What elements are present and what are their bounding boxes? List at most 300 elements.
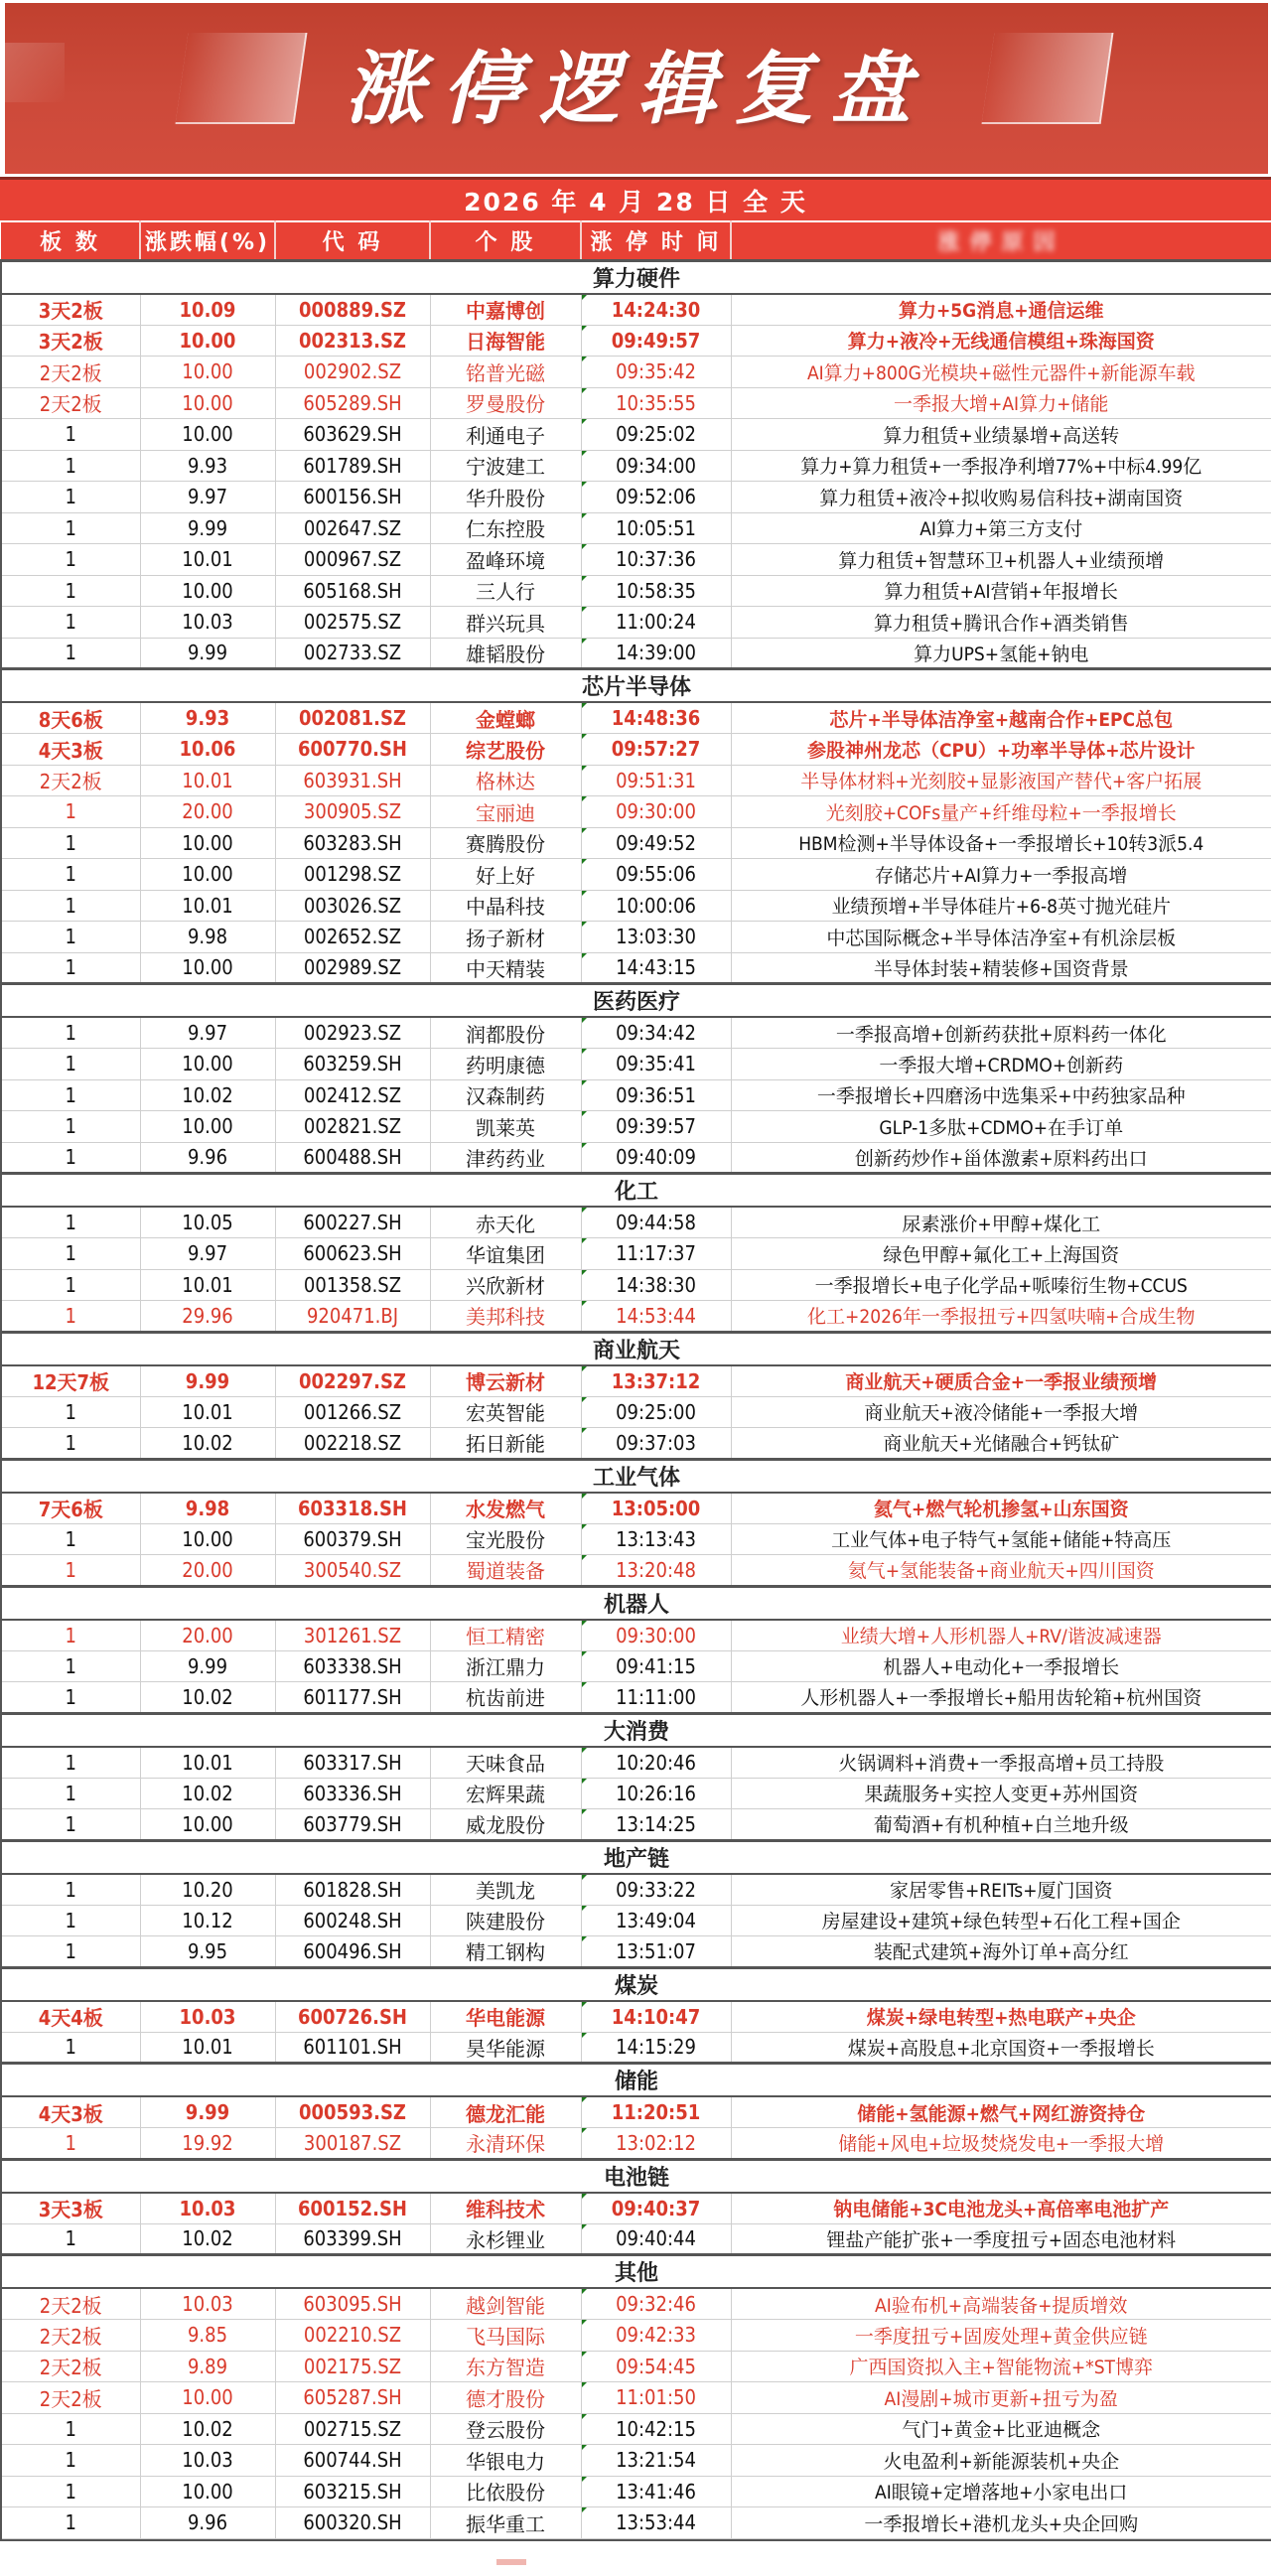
change-pct-cell: 9.96	[140, 1142, 275, 1174]
stock-code-cell: 002821.SZ	[275, 1111, 430, 1143]
board-count-cell: 2天2板	[1, 2351, 140, 2382]
table-row[interactable]	[1, 1049, 1271, 1080]
table-row[interactable]	[1, 734, 1271, 766]
limit-up-time-cell: 09:52:06	[581, 482, 731, 513]
limit-up-time-cell: 09:49:52	[581, 827, 731, 859]
change-pct-cell: 10.00	[140, 1809, 275, 1841]
board-count-cell: 1	[1, 482, 140, 513]
stock-name-cell: 博云新材	[430, 1365, 581, 1397]
table-row[interactable]	[1, 922, 1271, 953]
board-count-cell: 1	[1, 1142, 140, 1174]
change-pct-cell: 10.00	[140, 419, 275, 451]
change-pct-cell: 10.01	[140, 544, 275, 576]
reason-cell: 储能+氢能源+燃气+网红游资持仓	[731, 2096, 1271, 2128]
table-row[interactable]	[1, 1778, 1271, 1809]
reason-cell: 一季度扭亏+固废处理+黄金供应链	[731, 2320, 1271, 2352]
reason-cell: 算力+5G消息+通信运维	[731, 294, 1271, 326]
change-pct-cell: 10.05	[140, 1207, 275, 1238]
change-pct-cell: 10.02	[140, 1778, 275, 1809]
table-row[interactable]	[1, 512, 1271, 544]
board-count-cell: 1	[1, 419, 140, 451]
section-header-row	[1, 669, 1271, 703]
blurred-header-label: 涨停原因	[937, 229, 1065, 255]
limit-up-time-cell: 13:41:46	[581, 2476, 731, 2507]
board-count-cell: 1	[1, 544, 140, 576]
table-row[interactable]	[1, 796, 1271, 828]
table-row[interactable]	[1, 544, 1271, 576]
stock-name-cell: 兴欣新材	[430, 1269, 581, 1301]
table-row[interactable]	[1, 2351, 1271, 2382]
stock-name-cell: 综艺股份	[430, 734, 581, 766]
limit-up-table	[0, 220, 1271, 2539]
change-pct-cell: 9.93	[140, 450, 275, 482]
reason-cell: 光刻胶+COFs量产+纤维母粒+一季报增长	[731, 796, 1271, 828]
section-title: 算力硬件	[1, 260, 1271, 294]
stock-name-cell: 凯莱英	[430, 1111, 581, 1143]
stock-code-cell: 603215.SH	[275, 2476, 430, 2507]
stock-name-cell: 德龙汇能	[430, 2096, 581, 2128]
table-row[interactable]	[1, 1682, 1271, 1714]
stock-name-cell: 昊华能源	[430, 2032, 581, 2064]
stock-code-cell: 603779.SH	[275, 1809, 430, 1841]
stock-name-cell: 恒工精密	[430, 1620, 581, 1651]
stock-name-cell: 宁波建工	[430, 450, 581, 482]
limit-up-time-cell: 09:34:00	[581, 450, 731, 482]
reason-cell: 算力租赁+业绩暴增+高送转	[731, 419, 1271, 451]
board-count-cell: 1	[1, 1049, 140, 1080]
table-row[interactable]	[1, 357, 1271, 388]
stock-code-cell: 002297.SZ	[275, 1365, 430, 1397]
reason-cell: AI算力+第三方支付	[731, 512, 1271, 544]
stock-name-cell: 宝光股份	[430, 1523, 581, 1555]
stock-name-cell: 德才股份	[430, 2382, 581, 2414]
change-pct-cell: 9.93	[140, 702, 275, 734]
table-row[interactable]	[1, 2032, 1271, 2064]
stock-name-cell: 宝丽迪	[430, 796, 581, 828]
reason-cell: 气门+黄金+比亚迪概念	[731, 2413, 1271, 2445]
table-row[interactable]	[1, 1396, 1271, 1428]
table-row[interactable]	[1, 1301, 1271, 1333]
stock-code-cell: 605287.SH	[275, 2382, 430, 2414]
table-row[interactable]	[1, 1650, 1271, 1682]
board-count-cell: 1	[1, 1650, 140, 1682]
board-count-cell: 1	[1, 2445, 140, 2477]
limit-up-time-cell: 09:39:57	[581, 1111, 731, 1143]
stock-code-cell: 002412.SZ	[275, 1079, 430, 1111]
stock-name-cell: 威龙股份	[430, 1809, 581, 1841]
change-pct-cell: 10.00	[140, 325, 275, 357]
limit-up-time-cell: 10:58:35	[581, 575, 731, 607]
limit-up-time-cell: 09:51:31	[581, 765, 731, 796]
stock-name-cell: 仁东控股	[430, 512, 581, 544]
limit-up-time-cell: 09:42:33	[581, 2320, 731, 2352]
reason-cell: 算力+液冷+无线通信模组+珠海国资	[731, 325, 1271, 357]
reason-cell: 火锅调料+消费+一季报高增+员工持股	[731, 1747, 1271, 1779]
section-title: 其他	[1, 2255, 1271, 2289]
reason-cell: 锂盐产能扩张+一季度扭亏+固态电池材料	[731, 2223, 1271, 2255]
change-pct-cell: 9.98	[140, 922, 275, 953]
board-count-cell: 8天6板	[1, 702, 140, 734]
table-row[interactable]	[1, 1874, 1271, 1906]
reason-cell: 一季报增长+四磨汤中选集采+中药独家品种	[731, 1079, 1271, 1111]
table-row[interactable]	[1, 1017, 1271, 1049]
stock-name-cell: 中天精装	[430, 952, 581, 984]
table-row[interactable]	[1, 2382, 1271, 2414]
stock-code-cell: 002210.SZ	[275, 2320, 430, 2352]
stock-code-cell: 601101.SH	[275, 2032, 430, 2064]
limit-up-time-cell: 09:25:02	[581, 419, 731, 451]
stock-code-cell: 002989.SZ	[275, 952, 430, 984]
limit-up-time-cell: 09:40:44	[581, 2223, 731, 2255]
board-count-cell: 1	[1, 1017, 140, 1049]
stock-name-cell: 华银电力	[430, 2445, 581, 2477]
stock-name-cell: 宏辉果蔬	[430, 1778, 581, 1809]
change-pct-cell: 10.01	[140, 1396, 275, 1428]
stock-name-cell: 杭齿前进	[430, 1682, 581, 1714]
stock-code-cell: 000593.SZ	[275, 2096, 430, 2128]
reason-cell: 算力租赁+AI营销+年报增长	[731, 575, 1271, 607]
limit-up-time-cell: 09:35:42	[581, 357, 731, 388]
table-row[interactable]	[1, 1747, 1271, 1779]
table-row[interactable]	[1, 2193, 1271, 2224]
limit-up-time-cell: 09:35:41	[581, 1049, 731, 1080]
limit-up-time-cell: 09:37:03	[581, 1428, 731, 1460]
reason-cell: 商业航天+液冷储能+一季报大增	[731, 1396, 1271, 1428]
reason-cell: 尿素涨价+甲醇+煤化工	[731, 1207, 1271, 1238]
stock-name-cell: 越剑智能	[430, 2288, 581, 2320]
table-row[interactable]	[1, 1555, 1271, 1587]
title-banner	[0, 0, 1271, 177]
limit-up-time-cell: 11:17:37	[581, 1238, 731, 1270]
stock-code-cell: 001266.SZ	[275, 1396, 430, 1428]
change-pct-cell: 10.03	[140, 2445, 275, 2477]
limit-up-time-cell: 10:20:46	[581, 1747, 731, 1779]
change-pct-cell: 9.99	[140, 512, 275, 544]
table-row[interactable]	[1, 859, 1271, 891]
reason-cell: 机器人+电动化+一季报增长	[731, 1650, 1271, 1682]
stock-code-cell: 002175.SZ	[275, 2351, 430, 2382]
section-title: 工业气体	[1, 1459, 1271, 1493]
stock-code-cell: 300540.SZ	[275, 1555, 430, 1587]
change-pct-cell: 10.00	[140, 1111, 275, 1143]
board-count-cell: 2天2板	[1, 387, 140, 419]
reason-cell: 氦气+氢能装备+商业航天+四川国资	[731, 1555, 1271, 1587]
limit-up-time-cell: 09:32:46	[581, 2288, 731, 2320]
table-row[interactable]	[1, 952, 1271, 984]
change-pct-cell: 9.85	[140, 2320, 275, 2352]
reason-cell: HBM检测+半导体设备+一季报增长+10转3派5.4	[731, 827, 1271, 859]
stock-code-cell: 600770.SH	[275, 734, 430, 766]
stock-name-cell: 铭普光磁	[430, 357, 581, 388]
table-row[interactable]	[1, 1269, 1271, 1301]
table-row[interactable]	[1, 575, 1271, 607]
change-pct-cell: 20.00	[140, 1620, 275, 1651]
stock-code-cell: 601177.SH	[275, 1682, 430, 1714]
stock-name-cell: 美邦科技	[430, 1301, 581, 1333]
stock-name-cell: 飞马国际	[430, 2320, 581, 2352]
table-row[interactable]	[1, 1142, 1271, 1174]
reason-cell: 一季报大增+CRDMO+创新药	[731, 1049, 1271, 1080]
table-row[interactable]	[1, 1428, 1271, 1460]
change-pct-cell: 10.03	[140, 2288, 275, 2320]
stock-code-cell: 300187.SZ	[275, 2128, 430, 2160]
stock-code-cell: 605289.SH	[275, 387, 430, 419]
table-row[interactable]	[1, 2288, 1271, 2320]
board-count-cell: 1	[1, 1809, 140, 1841]
board-count-cell: 1	[1, 1111, 140, 1143]
column-header-stock: 个 股	[430, 221, 581, 260]
stock-code-cell: 605168.SH	[275, 575, 430, 607]
limit-up-time-cell: 10:26:16	[581, 1778, 731, 1809]
limit-up-time-cell: 09:55:06	[581, 859, 731, 891]
limit-up-time-cell: 13:05:00	[581, 1493, 731, 1524]
change-pct-cell: 9.99	[140, 638, 275, 669]
reason-cell: 算力+算力租赁+一季报净利增77%+中标4.99亿	[731, 450, 1271, 482]
board-count-cell: 1	[1, 2413, 140, 2445]
table-body	[1, 260, 1271, 2538]
section-title: 电池链	[1, 2159, 1271, 2193]
stock-code-cell: 002313.SZ	[275, 325, 430, 357]
board-count-cell: 1	[1, 1523, 140, 1555]
change-pct-cell: 9.96	[140, 2507, 275, 2539]
stock-name-cell: 润都股份	[430, 1017, 581, 1049]
stock-code-cell: 001358.SZ	[275, 1269, 430, 1301]
table-row[interactable]	[1, 450, 1271, 482]
reason-cell: 房屋建设+建筑+绿色转型+石化工程+国企	[731, 1905, 1271, 1936]
reason-cell: 商业航天+硬质合金+一季报业绩预增	[731, 1365, 1271, 1397]
stock-name-cell: 精工钢构	[430, 1936, 581, 1968]
table-row[interactable]	[1, 294, 1271, 326]
reason-cell: 葡萄酒+有机种植+白兰地升级	[731, 1809, 1271, 1841]
change-pct-cell: 10.01	[140, 1747, 275, 1779]
table-row[interactable]	[1, 2507, 1271, 2539]
table-row[interactable]	[1, 2128, 1271, 2160]
table-row[interactable]	[1, 1936, 1271, 1968]
table-row[interactable]	[1, 1207, 1271, 1238]
stock-name-cell: 日海智能	[430, 325, 581, 357]
table-row[interactable]	[1, 2096, 1271, 2128]
stock-name-cell: 宏英智能	[430, 1396, 581, 1428]
change-pct-cell: 9.97	[140, 1017, 275, 1049]
board-count-cell: 1	[1, 859, 140, 891]
stock-name-cell: 汉森制药	[430, 1079, 581, 1111]
board-count-cell: 1	[1, 890, 140, 922]
column-header-code: 代 码	[275, 221, 430, 260]
change-pct-cell: 9.95	[140, 1936, 275, 1968]
stock-code-cell: 002218.SZ	[275, 1428, 430, 1460]
reason-cell: 算力租赁+腾讯合作+酒类销售	[731, 607, 1271, 639]
reason-cell: 创新药炒作+甾体激素+原料药出口	[731, 1142, 1271, 1174]
stock-name-cell: 罗曼股份	[430, 387, 581, 419]
stock-name-cell: 盈峰环境	[430, 544, 581, 576]
board-count-cell: 1	[1, 1682, 140, 1714]
table-row[interactable]	[1, 2445, 1271, 2477]
column-header-limit-time: 涨 停 时 间	[581, 221, 731, 260]
board-count-cell: 1	[1, 952, 140, 984]
change-pct-cell: 10.00	[140, 1523, 275, 1555]
stock-name-cell: 浙江鼎力	[430, 1650, 581, 1682]
reason-cell: 煤炭+高股息+北京国资+一季报增长	[731, 2032, 1271, 2064]
stock-name-cell: 东方智造	[430, 2351, 581, 2382]
section-title: 煤炭	[1, 1967, 1271, 2001]
reason-cell: AI漫剧+城市更新+扭亏为盈	[731, 2382, 1271, 2414]
table-row[interactable]	[1, 890, 1271, 922]
limit-up-time-cell: 14:48:36	[581, 702, 731, 734]
reason-cell: 家居零售+REITs+厦门国资	[731, 1874, 1271, 1906]
limit-up-time-cell: 10:00:06	[581, 890, 731, 922]
reason-cell: 参股神州龙芯（CPU）+功率半导体+芯片设计	[731, 734, 1271, 766]
table-row[interactable]	[1, 607, 1271, 639]
change-pct-cell: 20.00	[140, 1555, 275, 1587]
change-pct-cell: 10.06	[140, 734, 275, 766]
stock-name-cell: 振华重工	[430, 2507, 581, 2539]
table-row[interactable]	[1, 1238, 1271, 1270]
limit-up-time-cell: 13:14:25	[581, 1809, 731, 1841]
change-pct-cell: 10.12	[140, 1905, 275, 1936]
stock-code-cell: 600227.SH	[275, 1207, 430, 1238]
table-row[interactable]	[1, 2320, 1271, 2352]
reason-cell: 商业航天+光储融合+钙钛矿	[731, 1428, 1271, 1460]
reason-cell: 一季报增长+港机龙头+央企回购	[731, 2507, 1271, 2539]
change-pct-cell: 20.00	[140, 796, 275, 828]
table-row[interactable]	[1, 827, 1271, 859]
reason-cell: 芯片+半导体洁净室+越南合作+EPC总包	[731, 702, 1271, 734]
table-row[interactable]	[1, 638, 1271, 669]
board-count-cell: 1	[1, 796, 140, 828]
table-row[interactable]	[1, 1493, 1271, 1524]
section-title: 储能	[1, 2064, 1271, 2097]
stock-code-cell: 000889.SZ	[275, 294, 430, 326]
table-row[interactable]	[1, 1111, 1271, 1143]
stock-code-cell: 603629.SH	[275, 419, 430, 451]
reason-cell: 广西国资拟入主+智能物流+*ST博弈	[731, 2351, 1271, 2382]
limit-up-time-cell: 09:41:15	[581, 1650, 731, 1682]
stock-name-cell: 登云股份	[430, 2413, 581, 2445]
reason-cell: 储能+风电+垃圾焚烧发电+一季报大增	[731, 2128, 1271, 2160]
stock-code-cell: 603095.SH	[275, 2288, 430, 2320]
change-pct-cell: 10.00	[140, 575, 275, 607]
change-pct-cell: 10.00	[140, 2476, 275, 2507]
stock-code-cell: 603399.SH	[275, 2223, 430, 2255]
table-row[interactable]	[1, 482, 1271, 513]
stock-name-cell: 永杉锂业	[430, 2223, 581, 2255]
stock-name-cell: 比依股份	[430, 2476, 581, 2507]
change-pct-cell: 9.99	[140, 1365, 275, 1397]
board-count-cell: 2天2板	[1, 2288, 140, 2320]
footer-mark	[496, 2559, 526, 2565]
section-header-row	[1, 1840, 1271, 1874]
stock-code-cell: 002575.SZ	[275, 607, 430, 639]
table-row[interactable]	[1, 1905, 1271, 1936]
limit-up-time-cell: 13:49:04	[581, 1905, 731, 1936]
stock-name-cell: 群兴玩具	[430, 607, 581, 639]
board-count-cell: 2天2板	[1, 2320, 140, 2352]
board-count-cell: 1	[1, 575, 140, 607]
stock-code-cell: 002733.SZ	[275, 638, 430, 669]
table-row[interactable]	[1, 1809, 1271, 1841]
table-row[interactable]	[1, 1523, 1271, 1555]
board-count-cell: 2天2板	[1, 2382, 140, 2414]
table-row[interactable]	[1, 325, 1271, 357]
board-count-cell: 1	[1, 1269, 140, 1301]
table-row[interactable]	[1, 2001, 1271, 2033]
stock-code-cell: 600496.SH	[275, 1936, 430, 1968]
stock-code-cell: 603931.SH	[275, 765, 430, 796]
table-header-row	[1, 221, 1271, 260]
change-pct-cell: 10.01	[140, 765, 275, 796]
stock-code-cell: 000967.SZ	[275, 544, 430, 576]
reason-cell: 半导体材料+光刻胶+显影液国产替代+客户拓展	[731, 765, 1271, 796]
section-title: 芯片半导体	[1, 669, 1271, 703]
board-count-cell: 1	[1, 1778, 140, 1809]
limit-up-time-cell: 13:03:30	[581, 922, 731, 953]
section-title: 医药医疗	[1, 984, 1271, 1018]
limit-up-time-cell: 11:11:00	[581, 1682, 731, 1714]
limit-up-time-cell: 09:40:09	[581, 1142, 731, 1174]
table-row[interactable]	[1, 1079, 1271, 1111]
section-title: 机器人	[1, 1586, 1271, 1620]
table-row[interactable]	[1, 2413, 1271, 2445]
change-pct-cell: 10.02	[140, 1682, 275, 1714]
table-row[interactable]	[1, 1620, 1271, 1651]
change-pct-cell: 29.96	[140, 1301, 275, 1333]
reason-cell: 一季报高增+创新药获批+原料药一体化	[731, 1017, 1271, 1049]
column-header-reason	[731, 221, 1271, 260]
table-row[interactable]	[1, 2476, 1271, 2507]
reason-cell: 算力UPS+氢能+钠电	[731, 638, 1271, 669]
limit-up-time-cell: 11:20:51	[581, 2096, 731, 2128]
board-count-cell: 1	[1, 1396, 140, 1428]
stock-name-cell: 蜀道装备	[430, 1555, 581, 1587]
limit-up-time-cell: 13:53:44	[581, 2507, 731, 2539]
board-count-cell: 4天3板	[1, 2096, 140, 2128]
limit-up-time-cell: 09:33:22	[581, 1874, 731, 1906]
change-pct-cell: 10.01	[140, 890, 275, 922]
table-row[interactable]	[1, 387, 1271, 419]
change-pct-cell: 9.98	[140, 1493, 275, 1524]
table-row[interactable]	[1, 1365, 1271, 1397]
change-pct-cell: 9.99	[140, 2096, 275, 2128]
table-footer	[0, 2539, 1271, 2569]
limit-up-time-cell: 10:37:36	[581, 544, 731, 576]
stock-code-cell: 603338.SH	[275, 1650, 430, 1682]
table-row[interactable]	[1, 2223, 1271, 2255]
page-title: 涨停逻辑复盘	[345, 43, 928, 135]
stock-code-cell: 002902.SZ	[275, 357, 430, 388]
stock-name-cell: 华谊集团	[430, 1238, 581, 1270]
limit-up-time-cell: 13:37:12	[581, 1365, 731, 1397]
limit-up-time-cell: 09:30:00	[581, 1620, 731, 1651]
limit-up-time-cell: 09:44:58	[581, 1207, 731, 1238]
stock-code-cell: 603336.SH	[275, 1778, 430, 1809]
section-header-row	[1, 984, 1271, 1018]
table-row[interactable]	[1, 765, 1271, 796]
stock-name-cell: 三人行	[430, 575, 581, 607]
stock-code-cell: 300905.SZ	[275, 796, 430, 828]
reason-cell: 一季报大增+AI算力+储能	[731, 387, 1271, 419]
stock-code-cell: 301261.SZ	[275, 1620, 430, 1651]
limit-up-time-cell: 09:40:37	[581, 2193, 731, 2224]
stock-code-cell: 600744.SH	[275, 2445, 430, 2477]
stock-name-cell: 金螳螂	[430, 702, 581, 734]
stock-code-cell: 920471.BJ	[275, 1301, 430, 1333]
reason-cell: 工业气体+电子特气+氢能+储能+特高压	[731, 1523, 1271, 1555]
change-pct-cell: 10.00	[140, 2382, 275, 2414]
board-count-cell: 12天7板	[1, 1365, 140, 1397]
table-row[interactable]	[1, 419, 1271, 451]
table-row[interactable]	[1, 702, 1271, 734]
board-count-cell: 4天3板	[1, 734, 140, 766]
